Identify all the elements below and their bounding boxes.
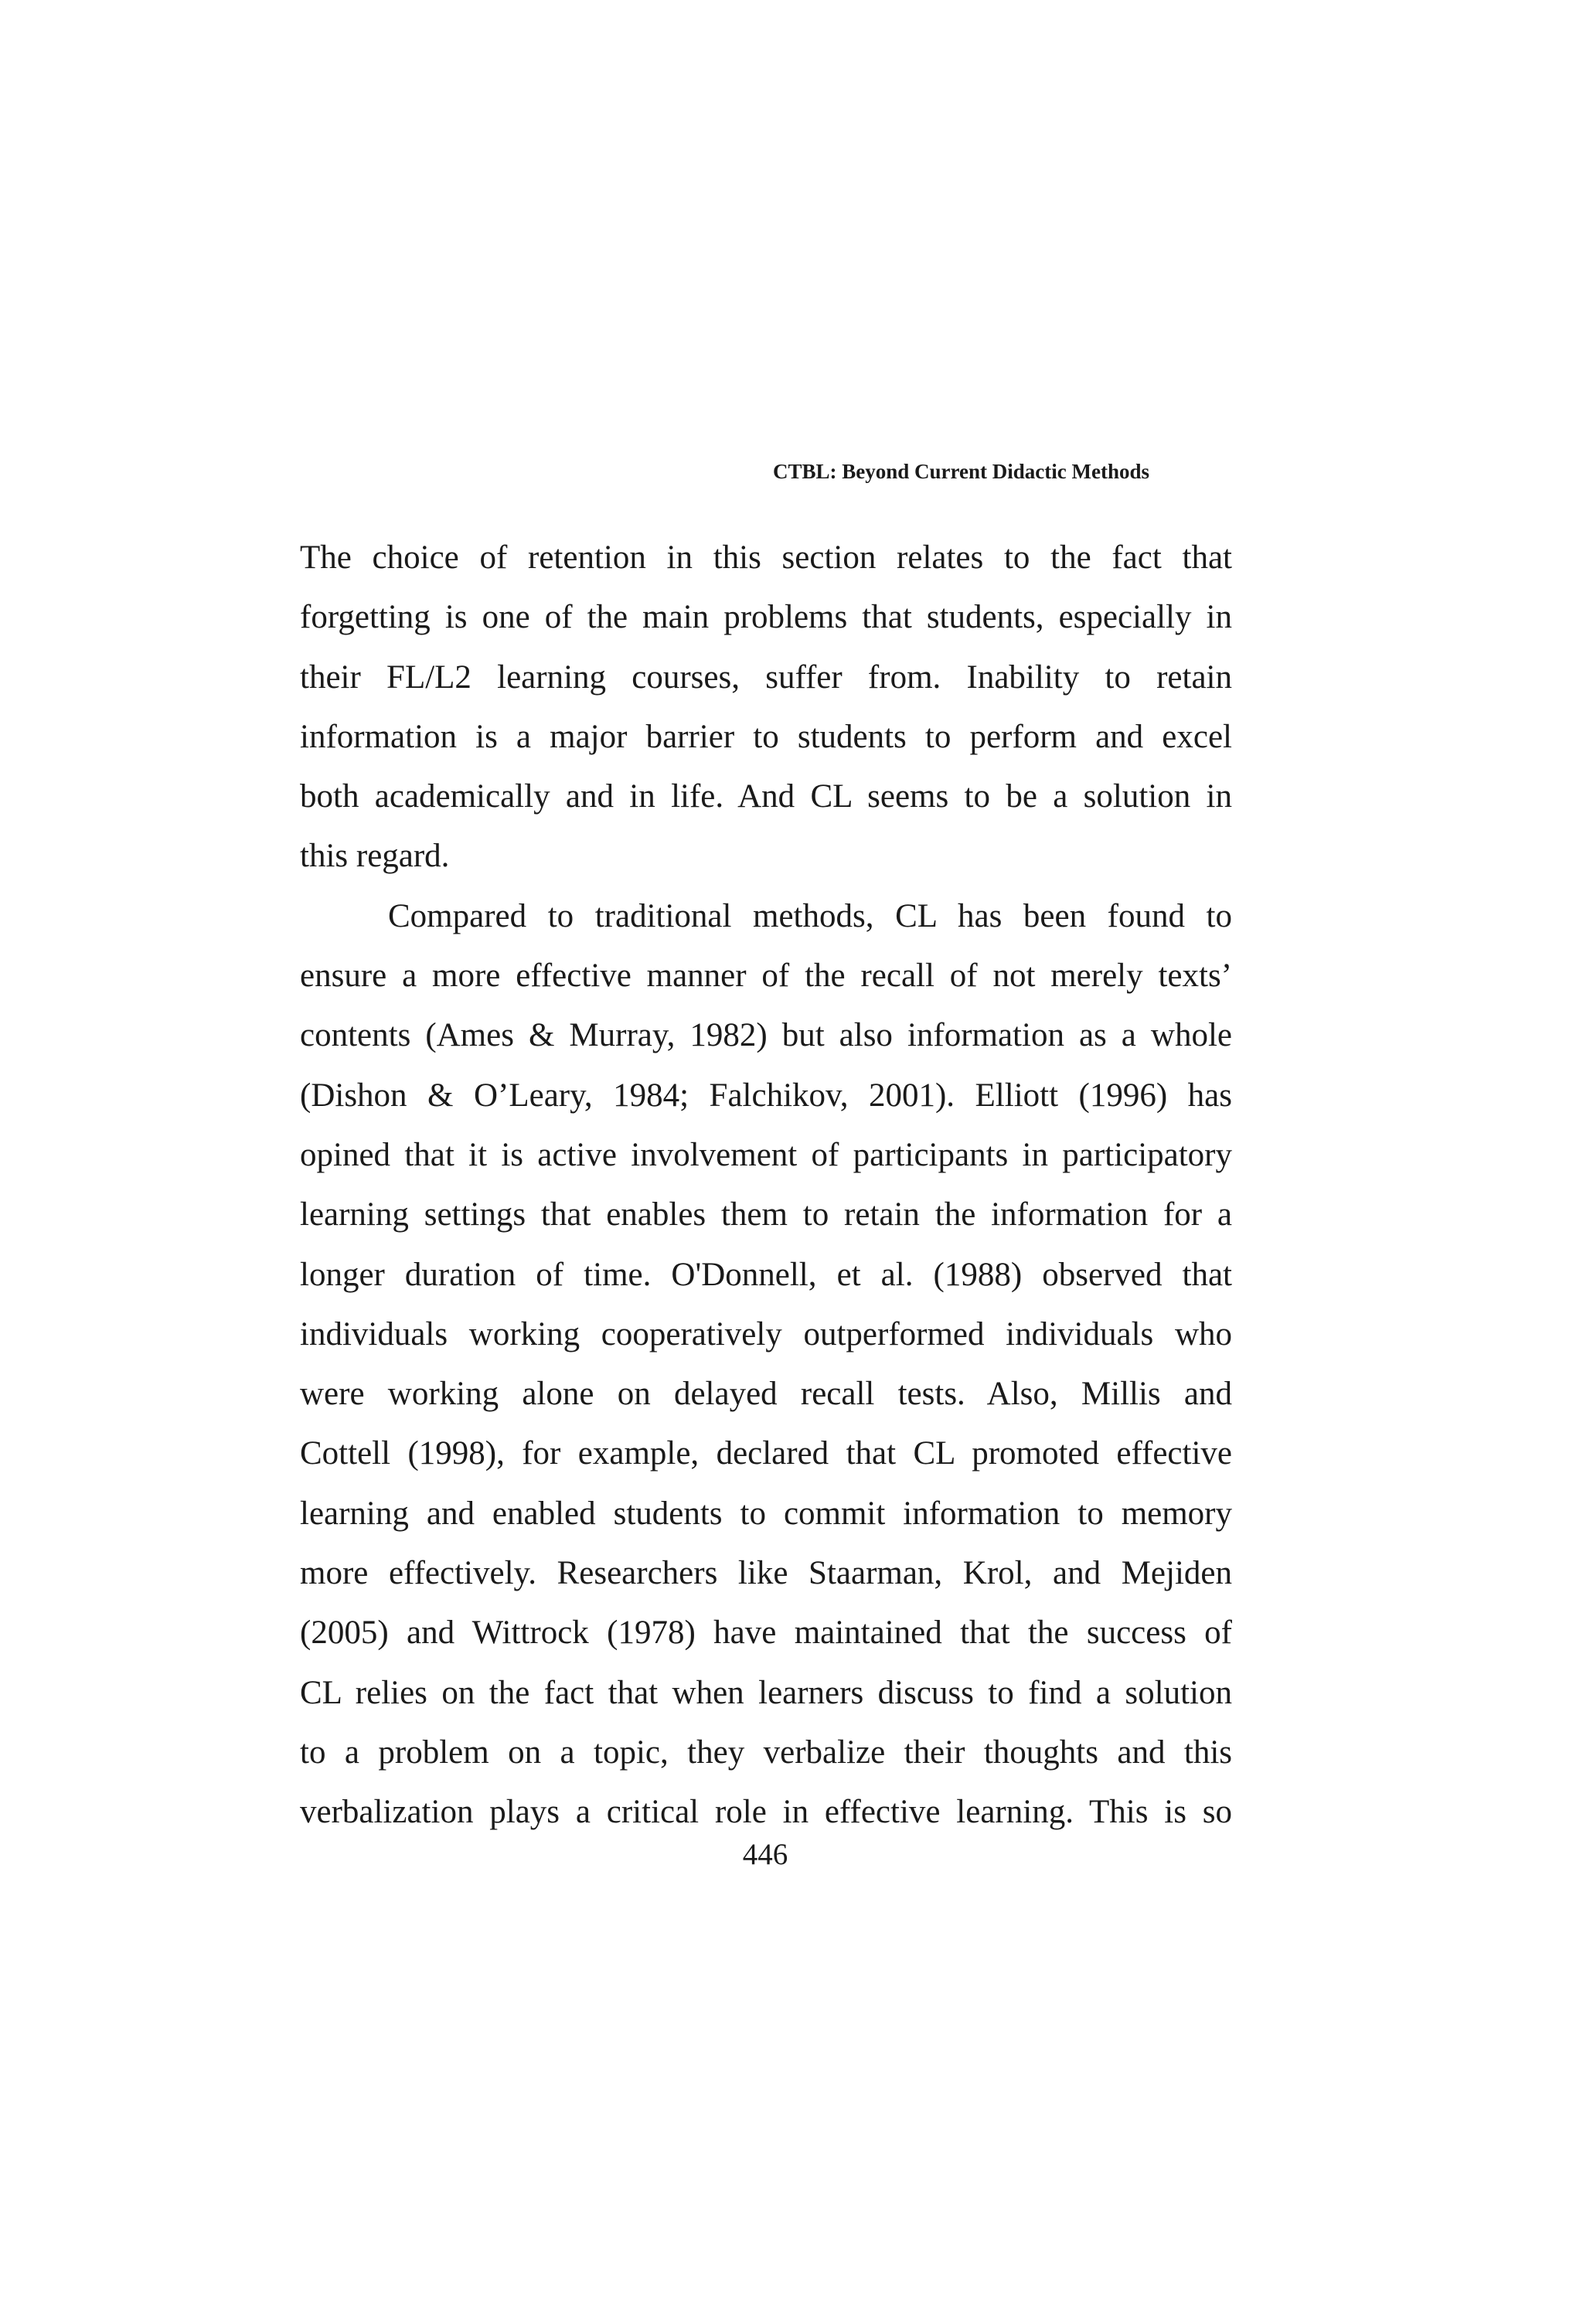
text-line: verbalization plays a critical role in effective learning. This is so — [300, 1794, 1232, 1831]
text-line: information is a major barrier to students to perform and excel — [300, 718, 1232, 755]
text-line: forgetting is one of the main problems that students, especially in — [300, 599, 1232, 636]
text-line: ensure a more effective manner of the recall of not merely texts’ — [300, 958, 1232, 995]
text-line: The choice of retention in this section relates to the fact that — [300, 539, 1232, 576]
text-line: learning settings that enables them to retain the information for a — [300, 1196, 1232, 1233]
text-line: both academically and in life. And CL seems to be a solution in — [300, 778, 1232, 815]
text-line: were working alone on delayed recall tests. Also, Millis and — [300, 1376, 1232, 1413]
page-number: 446 — [742, 1838, 788, 1871]
text-line: contents (Ames & Murray, 1982) but also information as a whole — [300, 1017, 1232, 1054]
text-line: longer duration of time. O'Donnell, et al. (1988) observed that — [300, 1256, 1232, 1293]
text-line: their FL/L2 learning courses, suffer from. Inability to retain — [300, 658, 1232, 696]
text-line: learning and enabled students to commit information to memory — [300, 1495, 1232, 1532]
text-line: Compared to traditional methods, CL has been found to — [388, 897, 1232, 934]
text-line: (Dishon & O’Leary, 1984; Falchikov, 2001). Elliott (1996) has — [300, 1077, 1232, 1114]
text-line: opined that it is active involvement of participants in participatory — [300, 1136, 1232, 1173]
running-header: CTBL: Beyond Current Didactic Methods — [773, 460, 1150, 483]
text-line: Cottell (1998), for example, declared that CL promoted effective — [300, 1435, 1232, 1472]
text-line: this regard. — [300, 838, 450, 875]
text-line: individuals working cooperatively outperformed individuals who — [300, 1315, 1232, 1353]
text-line: to a problem on a topic, they verbalize their thoughts and this — [300, 1734, 1232, 1771]
text-line: more effectively. Researchers like Staarman, Krol, and Mejiden — [300, 1555, 1232, 1592]
body-text — [300, 528, 1232, 1843]
text-line: CL relies on the fact that when learners discuss to find a solution — [300, 1674, 1232, 1711]
text-line: (2005) and Wittrock (1978) have maintained that the success of — [300, 1615, 1232, 1652]
